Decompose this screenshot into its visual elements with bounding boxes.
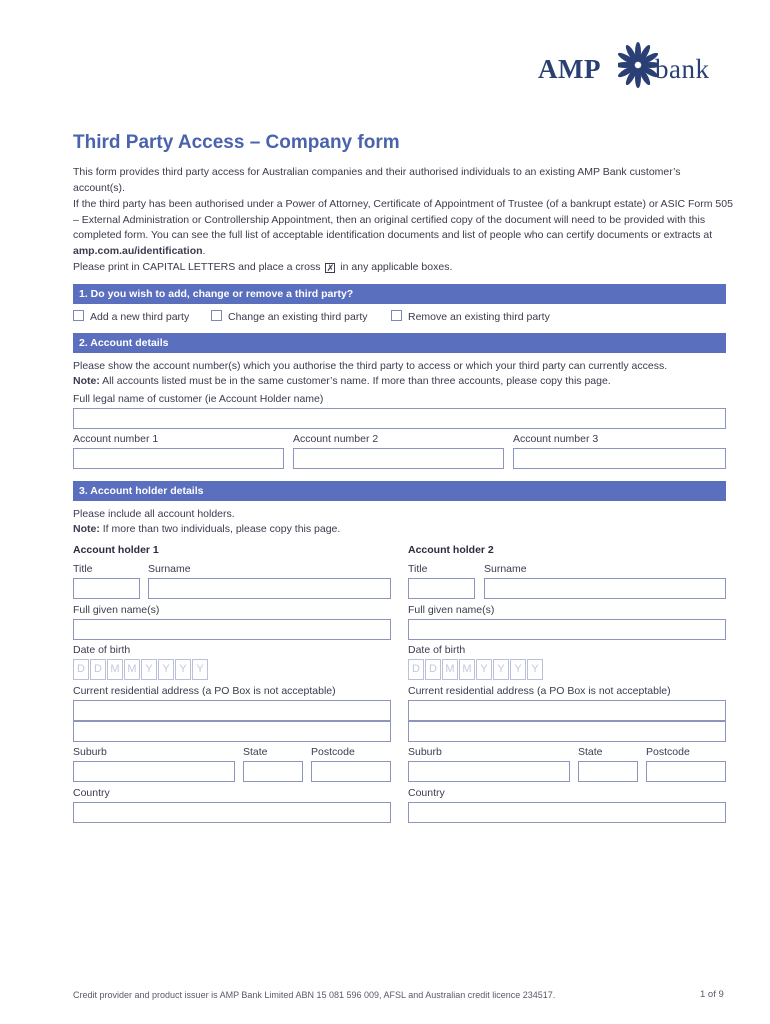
dob-day-cell[interactable]: D [90, 659, 106, 680]
intro-paragraph-2 [73, 197, 733, 259]
account-instruction: Please show the account number(s) which you authorise the third party to access or which your third party can currently access. [73, 360, 668, 372]
logo-text-amp: AMP [538, 54, 601, 84]
account-number-2-label: Account number 2 [293, 433, 379, 445]
account-number-3-label: Account number 3 [513, 433, 599, 445]
holder-1-country-field[interactable] [73, 802, 391, 823]
account-holder-2-heading: Account holder 2 [408, 544, 494, 556]
dob-year-cell[interactable]: Y [493, 659, 509, 680]
holder-2-postcode-field[interactable] [646, 761, 726, 782]
section-1-heading: 1. Do you wish to add, change or remove a third party? [73, 284, 726, 304]
checkbox-change[interactable] [211, 310, 222, 321]
dob-year-cell[interactable]: Y [527, 659, 543, 680]
account-number-2-field[interactable] [293, 448, 504, 469]
customer-name-label: Full legal name of customer (ie Account Holder name) [73, 393, 324, 405]
holder-2-surname-field[interactable] [484, 578, 726, 599]
footer-disclaimer: Credit provider and product issuer is AMP Bank Limited ABN 15 081 596 009, AFSL and Australian credit licence 234517. [73, 990, 556, 1000]
account-holder-1-heading: Account holder 1 [73, 544, 159, 556]
dob-year-cell[interactable]: Y [158, 659, 174, 680]
holder-1-suburb-field[interactable] [73, 761, 235, 782]
intro-paragraph-3 [73, 260, 733, 276]
holder-2-address-label: Current residential address (a PO Box is not acceptable) [408, 685, 671, 697]
checkbox-remove[interactable] [391, 310, 402, 321]
dob-month-cell[interactable]: M [459, 659, 475, 680]
option-remove-label: Remove an existing third party [408, 311, 550, 323]
holder-1-address-line-2[interactable] [73, 721, 391, 742]
holder-1-dob-label: Date of birth [73, 644, 131, 656]
dob-day-cell[interactable]: D [425, 659, 441, 680]
dob-month-cell[interactable]: M [442, 659, 458, 680]
section-2-heading: 2. Account details [73, 333, 726, 353]
intro-paragraph-1: This form provides third party access for Australian companies and their authorised individuals to an existing AMP Bank customer’s account(s). [73, 166, 681, 194]
holder-1-postcode-label: Postcode [311, 746, 355, 758]
account-note-text: All accounts listed must be in the same customer’s name. If more than three accounts, please copy this page. [99, 375, 611, 387]
account-note-label: Note: [73, 375, 100, 387]
capital-letters-instruction: Please print in CAPITAL LETTERS and place a cross [73, 261, 321, 273]
dob-month-cell[interactable]: M [124, 659, 140, 680]
dob-year-cell[interactable]: Y [510, 659, 526, 680]
holder-1-title-label: Title [73, 563, 93, 575]
holder-2-address-line-1[interactable] [408, 700, 726, 721]
applicable-boxes-instruction: in any applicable boxes. [340, 261, 453, 273]
holders-note-text: If more than two individuals, please copy this page. [99, 523, 341, 535]
holder-2-dob-label: Date of birth [408, 644, 466, 656]
holder-2-state-field[interactable] [578, 761, 638, 782]
intro-paragraph-2-end: . [202, 244, 206, 257]
holder-1-country-label: Country [73, 787, 110, 799]
dob-year-cell[interactable]: Y [141, 659, 157, 680]
holder-2-postcode-label: Postcode [646, 746, 690, 758]
holders-note [73, 522, 733, 538]
holders-instruction: Please include all account holders. [73, 508, 235, 520]
holder-1-state-field[interactable] [243, 761, 303, 782]
holders-note-label: Note: [73, 523, 100, 535]
holder-2-address-line-2[interactable] [408, 721, 726, 742]
dob-year-cell[interactable]: Y [476, 659, 492, 680]
dob-year-cell[interactable]: Y [175, 659, 191, 680]
holder-1-postcode-field[interactable] [311, 761, 391, 782]
holder-2-country-field[interactable] [408, 802, 726, 823]
cross-mark-icon: ✗ [326, 263, 335, 273]
holder-2-given-name-label: Full given name(s) [408, 604, 495, 616]
holder-2-country-label: Country [408, 787, 445, 799]
account-note [73, 374, 733, 390]
account-number-1-field[interactable] [73, 448, 284, 469]
option-add-third-party[interactable] [73, 310, 189, 323]
holder-2-state-label: State [578, 746, 603, 758]
holder-2-title-label: Title [408, 563, 428, 575]
dob-day-cell[interactable]: D [73, 659, 89, 680]
section-3-heading: 3. Account holder details [73, 481, 726, 501]
holder-2-suburb-label: Suburb [408, 746, 442, 758]
dob-year-cell[interactable]: Y [192, 659, 208, 680]
option-add-label: Add a new third party [90, 311, 190, 323]
page-title: Third Party Access – Company form [73, 132, 400, 153]
customer-name-field[interactable] [73, 408, 726, 429]
holder-1-given-name-field[interactable] [73, 619, 391, 640]
amp-bank-logo [538, 40, 728, 90]
holder-1-suburb-label: Suburb [73, 746, 107, 758]
holder-2-given-name-field[interactable] [408, 619, 726, 640]
holder-2-dob-field[interactable] [408, 659, 544, 680]
dob-month-cell[interactable]: M [107, 659, 123, 680]
holder-1-dob-field[interactable] [73, 659, 209, 680]
page-number: 1 of 9 [700, 989, 724, 1000]
holder-2-suburb-field[interactable] [408, 761, 570, 782]
holder-1-surname-field[interactable] [148, 578, 391, 599]
star-flower-icon [618, 40, 658, 90]
holder-1-address-line-1[interactable] [73, 700, 391, 721]
intro-paragraph-2-text: If the third party has been authorised under a Power of Attorney, Certificate of Appointment of Trustee (of a bankrupt estate) or ASIC Form 505 – External Administration or Controllership Appointment, then an original certified copy of the document will need to be provided with this completed form. You can see the full list of acceptable identification documents and list of people who can certify documents or extracts at [73, 198, 733, 241]
holder-1-address-label: Current residential address (a PO Box is not acceptable) [73, 685, 336, 697]
account-number-1-label: Account number 1 [73, 433, 159, 445]
logo-text-bank: bank [655, 54, 710, 84]
account-number-3-field[interactable] [513, 448, 726, 469]
identification-link[interactable]: amp.com.au/identification [73, 244, 203, 257]
dob-day-cell[interactable]: D [408, 659, 424, 680]
option-remove-third-party[interactable] [391, 310, 550, 323]
holder-1-title-field[interactable] [73, 578, 140, 599]
holder-2-title-field[interactable] [408, 578, 475, 599]
checkbox-add[interactable] [73, 310, 84, 321]
holder-1-surname-label: Surname [148, 563, 191, 575]
holder-1-given-name-label: Full given name(s) [73, 604, 160, 616]
holder-1-state-label: State [243, 746, 268, 758]
option-change-label: Change an existing third party [228, 311, 368, 323]
holder-2-surname-label: Surname [484, 563, 527, 575]
option-change-third-party[interactable] [211, 310, 368, 323]
